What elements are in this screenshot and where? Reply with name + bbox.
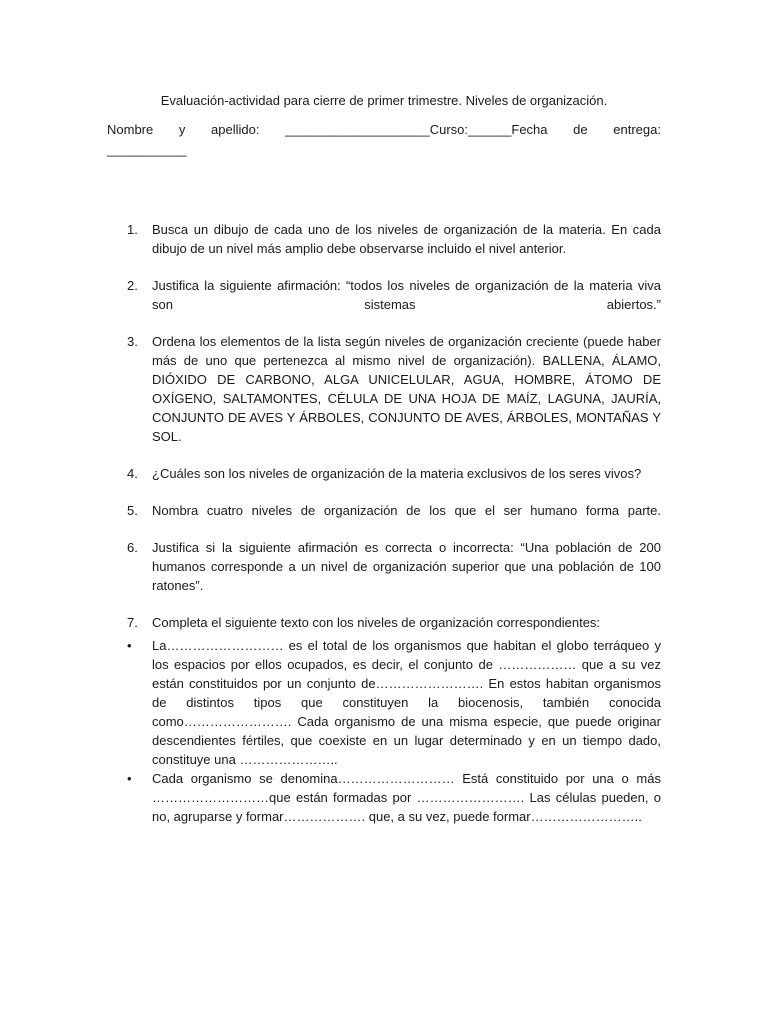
question-text: Busca un dibujo de cada uno de los niveles de organización de la materia. En cada dibujo de un nivel más amplio debe observarse incluido el nivel anterior. bbox=[152, 222, 661, 256]
bullet-text: La……………………… es el total de los organismos que habitan el globo terráqueo y los espacios por ellos ocupados, es decir, el conjunto de ……………… que a su vez están constituidos por un conjunto de……………………. En estos habitan organismos de distintos tipos que constituyen la biocenosis, también conocida como……………………. Cada organismo de una misma especie, que puede originar descendientes fértiles, que coexiste en un lugar determinado y en un tiempo dado, constituye una ………………….. bbox=[152, 638, 661, 767]
fill-in-bullets bbox=[107, 636, 661, 826]
question-text: Completa el siguiente texto con los niveles de organización correspondientes: bbox=[152, 615, 601, 630]
question-text: Justifica si la siguiente afirmación es correcta o incorrecta: “Una población de 200 humanos corresponde a un nivel de organización superior que una población de 100 ratones”. bbox=[152, 540, 661, 593]
bullet-symbol: • bbox=[127, 771, 132, 786]
document-title: Evaluación-actividad para cierre de primer trimestre. Niveles de organización. bbox=[160, 93, 608, 108]
question-2 bbox=[107, 276, 661, 314]
question-number: 7. bbox=[127, 615, 138, 630]
delivery-date-blank: ___________ bbox=[107, 142, 187, 157]
question-number: 5. bbox=[127, 503, 138, 518]
student-info-line: Nombre y apellido: ____________________Curso:______Fecha de entrega: bbox=[107, 122, 661, 137]
question-number: 3. bbox=[127, 334, 138, 349]
bullet-symbol: • bbox=[127, 638, 132, 653]
bullet-item bbox=[107, 636, 661, 769]
question-7 bbox=[107, 613, 661, 632]
question-4 bbox=[107, 464, 661, 483]
bullet-item bbox=[107, 769, 661, 826]
bullet-text: Cada organismo se denomina……………………… Está constituido por una o más ………………………que están formadas por ……………………. Las células pueden, o no, agruparse y formar………………. que, a su vez, puede formar…………………….. bbox=[152, 771, 661, 824]
question-text: Ordena los elementos de la lista según niveles de organización creciente (puede haber más de uno que pertenezca al mismo nivel de organización). BALLENA, ÁLAMO, DIÓXIDO DE CARBONO, ALGA UNICELULAR, AGUA, HOMBRE, ÁTOMO DE OXÍGENO, SALTAMONTES, CÉLULA DE UNA HOJA DE MAÍZ, LAGUNA, JAURÍA, CONJUNTO DE AVES Y ÁRBOLES, CONJUNTO DE AVES, ÁRBOLES, MONTAÑAS Y SOL. bbox=[152, 334, 661, 444]
question-text: Nombra cuatro niveles de organización de los que el ser humano forma parte. bbox=[152, 503, 661, 518]
question-text: Justifica la siguiente afirmación: “todos los niveles de organización de la materia viva son sistemas abiertos.” bbox=[152, 278, 661, 312]
question-list bbox=[107, 220, 661, 826]
question-number: 6. bbox=[127, 540, 138, 555]
question-number: 1. bbox=[127, 222, 138, 237]
question-text: ¿Cuáles son los niveles de organización de la materia exclusivos de los seres vivos? bbox=[152, 466, 642, 481]
question-3 bbox=[107, 332, 661, 446]
question-1 bbox=[107, 220, 661, 258]
question-5 bbox=[107, 501, 661, 520]
question-6 bbox=[107, 538, 661, 595]
question-number: 4. bbox=[127, 466, 138, 481]
question-number: 2. bbox=[127, 278, 138, 293]
